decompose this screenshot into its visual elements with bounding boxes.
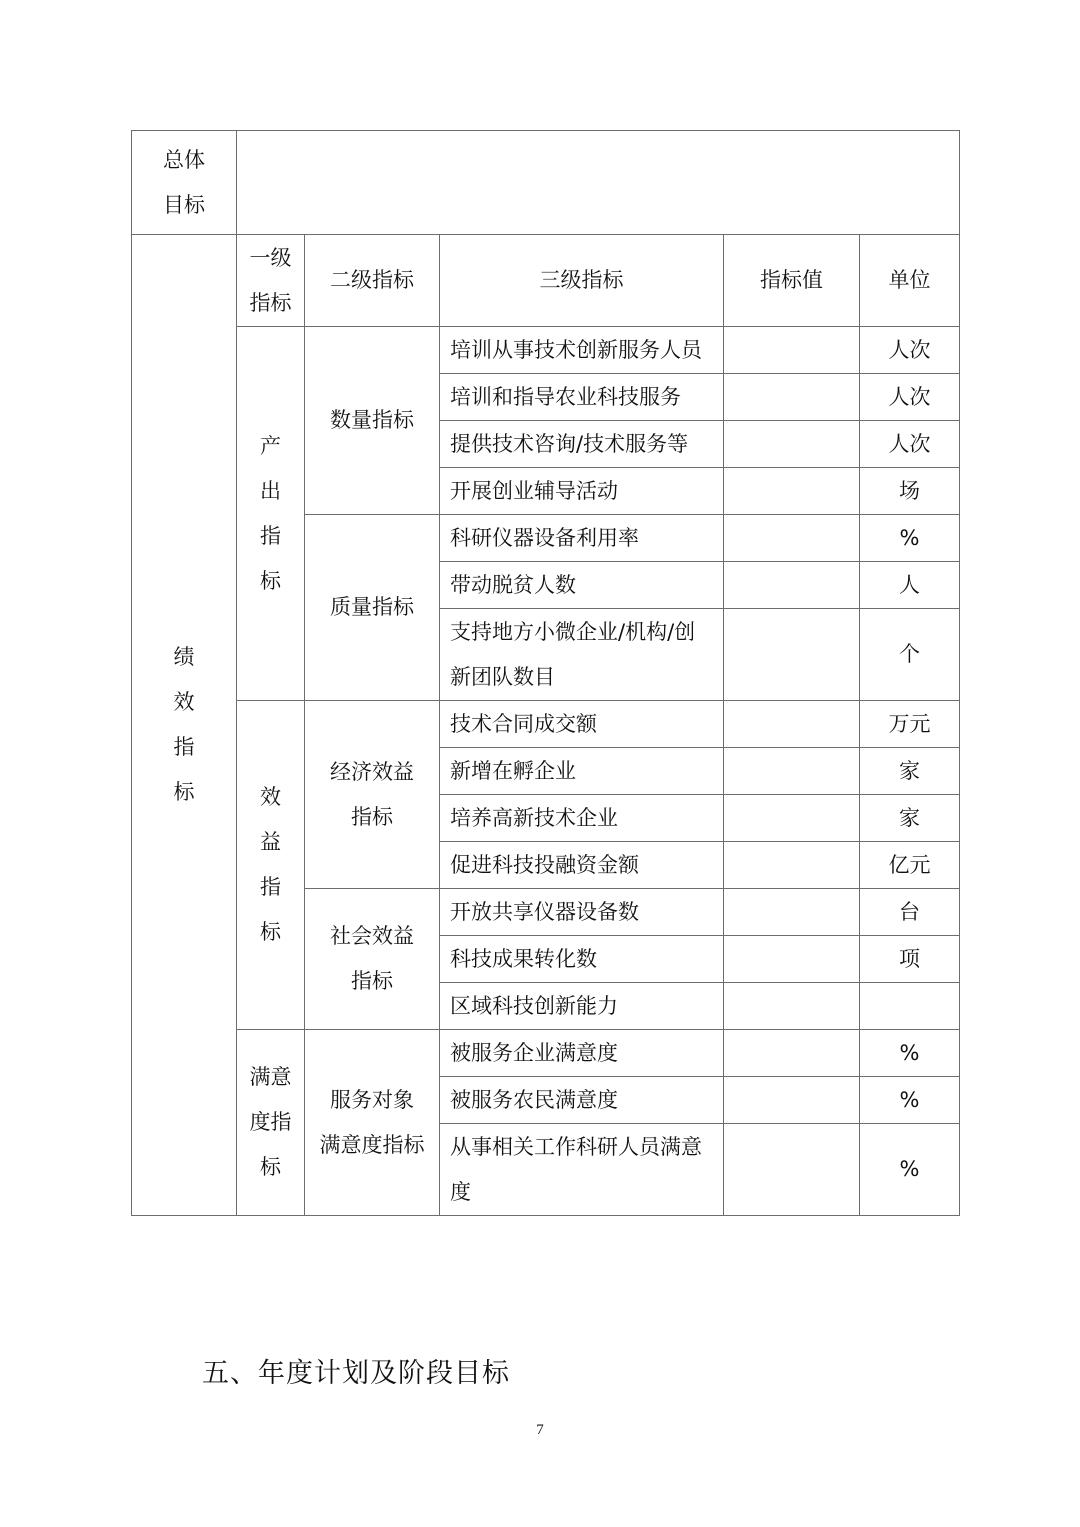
indicator-name: 从事相关工作科研人员满意 度 (440, 1124, 724, 1216)
indicator-unit: 亿元 (860, 842, 960, 889)
indicator-name: 培训和指导农业科技服务 (440, 374, 724, 421)
indicator-unit: 个 (860, 609, 960, 701)
indicator-value (724, 983, 860, 1030)
indicator-unit: % (860, 1077, 960, 1124)
header-level1: 一级 指标 (237, 235, 305, 327)
indicator-value (724, 936, 860, 983)
indicator-unit: % (860, 1030, 960, 1077)
indicator-unit: 人次 (860, 421, 960, 468)
indicator-name: 被服务农民满意度 (440, 1077, 724, 1124)
indicator-value (724, 748, 860, 795)
indicator-value (724, 889, 860, 936)
indicator-name: 提供技术咨询/技术服务等 (440, 421, 724, 468)
indicator-value (724, 374, 860, 421)
indicator-name: 开展创业辅导活动 (440, 468, 724, 515)
indicator-value (724, 421, 860, 468)
page-number: 7 (536, 1422, 544, 1438)
benefit-indicators-label: 效 益 指 标 (237, 701, 305, 1030)
indicator-unit: 人次 (860, 374, 960, 421)
indicator-value (724, 515, 860, 562)
satisfaction-indicators-label: 满意 度指 标 (237, 1030, 305, 1216)
indicator-unit: 人 (860, 562, 960, 609)
indicator-value (724, 842, 860, 889)
indicator-unit: 家 (860, 795, 960, 842)
indicator-value (724, 795, 860, 842)
indicator-value (724, 468, 860, 515)
indicator-value (724, 562, 860, 609)
social-benefit-label: 社会效益 指标 (305, 889, 440, 1030)
indicator-unit: % (860, 1124, 960, 1216)
indicator-name: 培训从事技术创新服务人员 (440, 327, 724, 374)
overall-goal-value (237, 131, 960, 235)
indicator-unit: 项 (860, 936, 960, 983)
header-value: 指标值 (724, 235, 860, 327)
indicator-name: 支持地方小微企业/机构/创 新团队数目 (440, 609, 724, 701)
indicator-name: 技术合同成交额 (440, 701, 724, 748)
overall-goal-label: 总体 目标 (132, 131, 237, 235)
indicator-unit: 家 (860, 748, 960, 795)
output-indicators-label: 产 出 指 标 (237, 327, 305, 701)
indicator-unit: % (860, 515, 960, 562)
indicator-name: 被服务企业满意度 (440, 1030, 724, 1077)
indicator-name: 区域科技创新能力 (440, 983, 724, 1030)
indicator-name: 促进科技投融资金额 (440, 842, 724, 889)
header-unit: 单位 (860, 235, 960, 327)
indicator-name: 开放共享仪器设备数 (440, 889, 724, 936)
indicator-unit: 万元 (860, 701, 960, 748)
quantity-indicators-label: 数量指标 (305, 327, 440, 515)
performance-indicator-table (131, 130, 960, 1216)
indicator-value (724, 1030, 860, 1077)
indicator-unit: 场 (860, 468, 960, 515)
quality-indicators-label: 质量指标 (305, 515, 440, 701)
indicator-value (724, 1124, 860, 1216)
indicator-name: 培养高新技术企业 (440, 795, 724, 842)
indicator-value (724, 701, 860, 748)
indicator-unit: 台 (860, 889, 960, 936)
indicator-name: 科研仪器设备利用率 (440, 515, 724, 562)
indicator-value (724, 609, 860, 701)
economic-benefit-label: 经济效益 指标 (305, 701, 440, 889)
indicator-name: 科技成果转化数 (440, 936, 724, 983)
service-satisfaction-label: 服务对象 满意度指标 (305, 1030, 440, 1216)
section-heading: 五、年度计划及阶段目标 (202, 1358, 510, 1389)
header-level3: 三级指标 (440, 235, 724, 327)
indicator-name: 带动脱贫人数 (440, 562, 724, 609)
indicator-unit: 人次 (860, 327, 960, 374)
performance-indicators-label: 绩 效 指 标 (132, 235, 237, 1216)
indicator-value (724, 327, 860, 374)
indicator-value (724, 1077, 860, 1124)
header-level2: 二级指标 (305, 235, 440, 327)
indicator-name: 新增在孵企业 (440, 748, 724, 795)
indicator-unit (860, 983, 960, 1030)
